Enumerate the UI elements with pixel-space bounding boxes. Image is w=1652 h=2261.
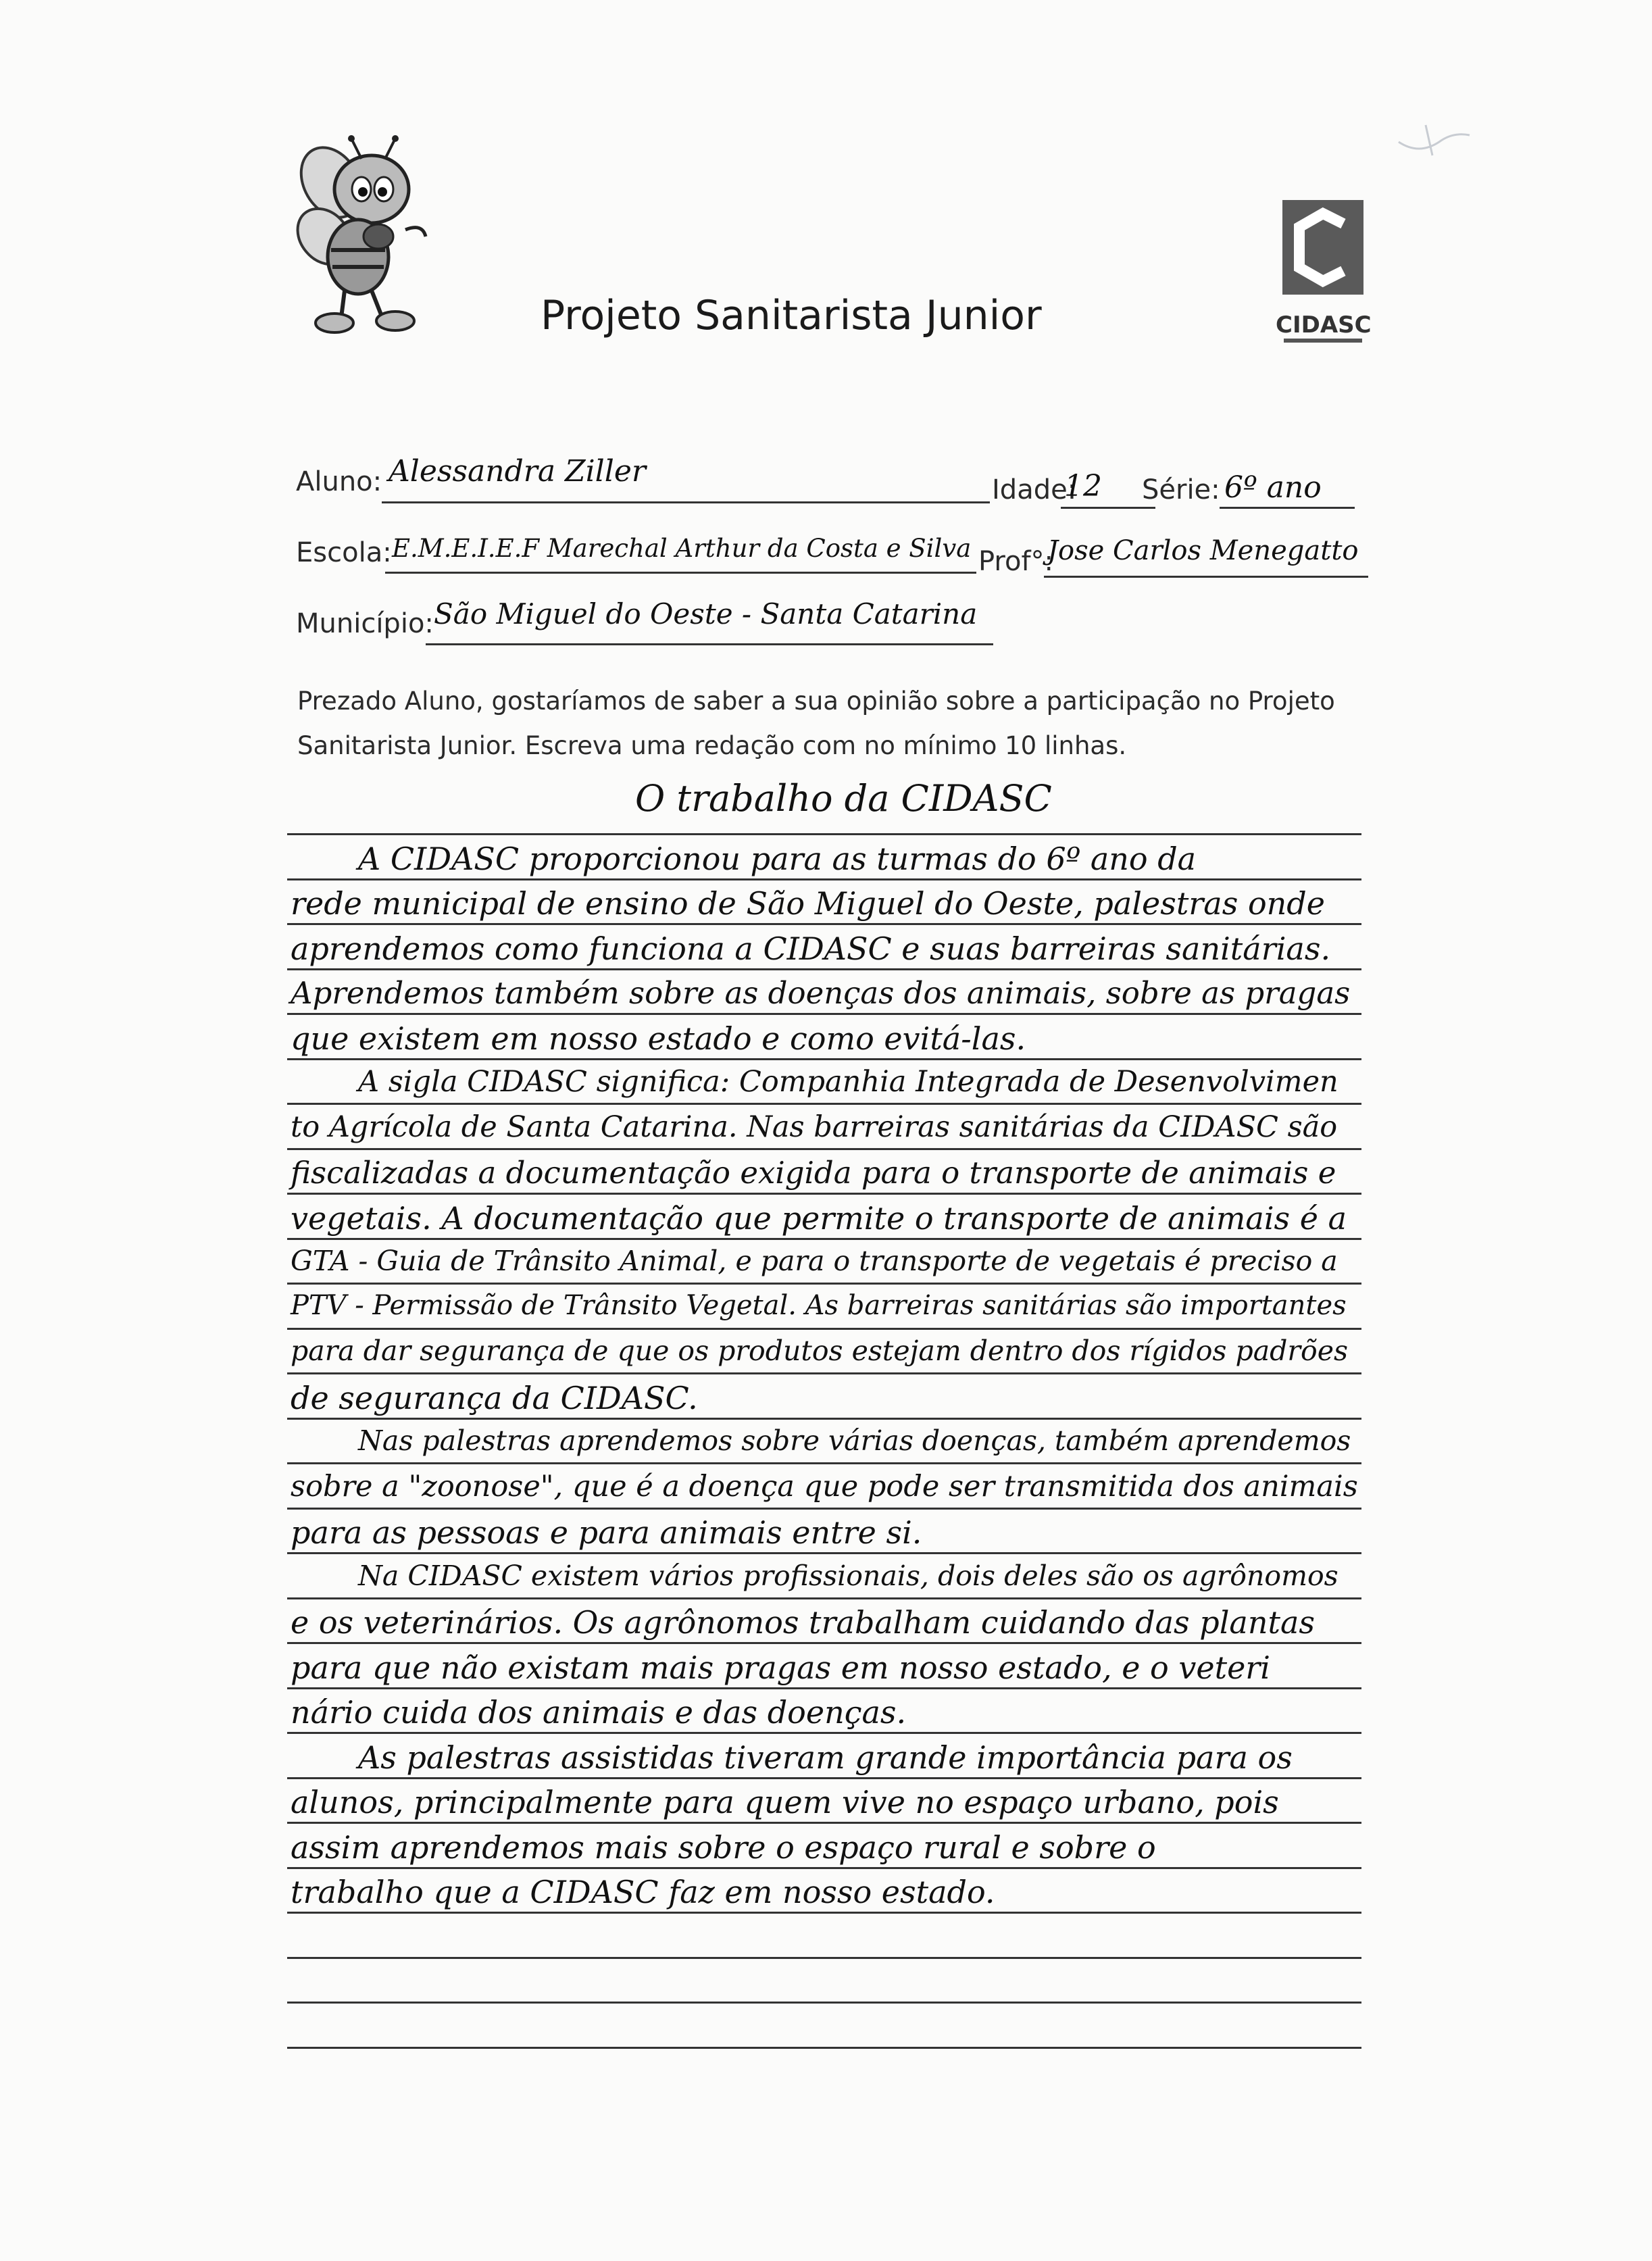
ruled-line — [287, 1193, 1361, 1195]
essay-line: assim aprendemos mais sobre o espaço rural e sobre o — [291, 1829, 1156, 1866]
essay-line: Aprendemos também sobre as doenças dos animais, sobre as pragas — [291, 975, 1351, 1011]
ruled-line — [287, 2002, 1361, 2004]
ruled-line — [287, 878, 1361, 880]
essay-line: que existem em nosso estado e como evitá-las. — [291, 1020, 1026, 1057]
ruled-line — [287, 1867, 1361, 1869]
cidasc-logo — [1276, 200, 1370, 342]
escola-line — [385, 572, 976, 574]
essay-line: para as pessoas e para animais entre si. — [291, 1514, 922, 1551]
municipio-value: São Miguel do Oeste - Santa Catarina — [434, 597, 978, 630]
escola-label: Escola: — [296, 537, 392, 568]
municipio-label: Município: — [296, 608, 434, 639]
ruled-line — [287, 1912, 1361, 1914]
essay-line: sobre a "zoonose", que é a doença que pode ser transmitida dos animais — [291, 1469, 1358, 1504]
prof-value: Jose Carlos Menegatto — [1047, 535, 1359, 566]
aluno-value: Alessandra Ziller — [389, 454, 646, 489]
essay-line: PTV - Permissão de Trânsito Vegetal. As barreiras sanitárias são importantes — [291, 1289, 1347, 1321]
ruled-line — [287, 1732, 1361, 1734]
serie-value: 6º ano — [1224, 470, 1322, 505]
essay-line: Na CIDASC existem vários profissionais, dois deles são os agrônomos — [358, 1559, 1338, 1592]
ruled-line — [287, 1957, 1361, 1959]
essay-title: O trabalho da CIDASC — [635, 777, 1052, 820]
ruled-line — [287, 1328, 1361, 1330]
essay-line: fiscalizadas a documentação exigida para o transporte de animais e — [291, 1155, 1336, 1191]
ruled-line — [287, 1058, 1361, 1060]
bee-mascot-icon — [284, 135, 446, 338]
logo-underline — [1284, 339, 1362, 343]
ruled-line — [287, 923, 1361, 925]
ruled-line — [287, 1372, 1361, 1374]
ruled-line — [287, 968, 1361, 970]
prompt-text: Prezado Aluno, gostaríamos de saber a sua opinião sobre a participação no Projeto Sanitarista Junior. Escreva uma redação com no mínimo 10 linhas. — [297, 687, 1335, 760]
essay-line: para dar segurança de que os produtos estejam dentro dos rígidos padrões — [291, 1335, 1349, 1367]
ruled-line — [287, 1597, 1361, 1599]
essay-line: rede municipal de ensino de São Miguel do Oeste, palestras onde — [291, 885, 1325, 922]
idade-value: 12 — [1064, 469, 1102, 503]
essay-line: GTA - Guia de Trânsito Animal, e para o transporte de vegetais é preciso a — [291, 1245, 1338, 1277]
aluno-label: Aluno: — [296, 466, 382, 497]
ruled-line — [287, 1508, 1361, 1510]
idade-label: Idade: — [992, 474, 1077, 505]
municipio-line — [426, 643, 993, 645]
essay-line: As palestras assistidas tiveram grande importância para os — [358, 1739, 1293, 1776]
essay-line: Nas palestras aprendemos sobre várias doenças, também aprendemos — [358, 1424, 1351, 1457]
logo-text: CIDASC — [1276, 312, 1372, 339]
essay-line: aprendemos como funciona a CIDASC e suas barreiras sanitárias. — [291, 930, 1331, 967]
ruled-line — [287, 2047, 1361, 2049]
ruled-line — [287, 1148, 1361, 1150]
prof-label: Prof°: — [978, 546, 1054, 577]
ruled-line — [287, 1777, 1361, 1779]
essay-line: vegetais. A documentação que permite o transporte de animais é a — [291, 1199, 1347, 1237]
ruled-line — [287, 1687, 1361, 1689]
ruled-line — [287, 1103, 1361, 1105]
ruled-line — [287, 1283, 1361, 1285]
essay-line: nário cuida dos animais e das doenças. — [291, 1694, 907, 1731]
ruled-line — [287, 1642, 1361, 1644]
essay-line: to Agrícola de Santa Catarina. Nas barreiras sanitárias da CIDASC são — [291, 1110, 1338, 1144]
aluno-line — [382, 501, 990, 503]
ruled-line — [287, 1418, 1361, 1420]
escola-value: E.M.E.I.E.F Marechal Arthur da Costa e Silva — [392, 534, 972, 563]
essay-line: e os veterinários. Os agrônomos trabalham cuidando das plantas — [291, 1604, 1316, 1641]
ruled-line — [287, 1822, 1361, 1824]
essay-line: de segurança da CIDASC. — [291, 1379, 698, 1416]
prof-line — [1044, 576, 1368, 578]
essay-line: alunos, principalmente para quem vive no espaço urbano, pois — [291, 1784, 1279, 1820]
ruled-line — [287, 1552, 1361, 1554]
ruled-line — [287, 833, 1361, 835]
ruled-line — [287, 1013, 1361, 1015]
ruled-line — [287, 1238, 1361, 1240]
corner-mark — [1392, 122, 1473, 162]
idade-line — [1061, 507, 1155, 509]
essay-line: A CIDASC proporcionou para as turmas do 6º ano da — [358, 840, 1197, 877]
essay-line: trabalho que a CIDASC faz em nosso estado. — [291, 1874, 995, 1910]
serie-line — [1220, 507, 1355, 509]
ruled-line — [287, 1462, 1361, 1464]
essay-line: para que não existam mais pragas em nosso estado, e o veteri — [291, 1649, 1270, 1686]
page-title: Projeto Sanitarista Junior — [541, 292, 1042, 339]
essay-line: A sigla CIDASC significa: Companhia Integrada de Desenvolvimen — [358, 1065, 1338, 1099]
serie-label: Série: — [1142, 474, 1220, 505]
cidasc-c-logo-icon — [1276, 200, 1370, 308]
